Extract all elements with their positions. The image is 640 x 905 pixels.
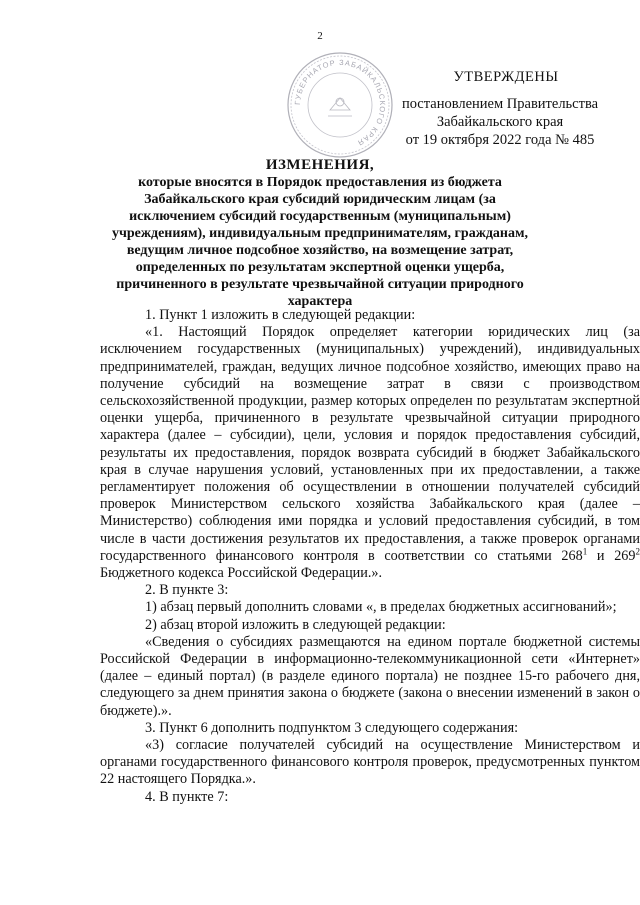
official-seal xyxy=(285,50,395,160)
paragraph-1: 1. Пункт 1 изложить в следующей редакции: xyxy=(145,307,416,323)
heading-subtitle: которые вносятся в Порядок предоставления из бюджета Забайкальского края субсидий юридическим лицам (за исключением субсидий государственным (муниципальным) учреждениям), индивидуальным предпринимателям, гражданам, ведущим личное подсобное хозяйство, на возмещение затрат, определенных по результатам экспертной оценки ущерба, причиненного в результате чрезвычайной ситуации природного характера xyxy=(111,175,529,309)
paragraph-3: 2. В пункте 3: xyxy=(145,582,229,599)
approval-line-1: постановлением Правительства xyxy=(401,96,599,112)
document-heading xyxy=(100,157,540,310)
page-number: 2 xyxy=(317,30,323,42)
superscript-2: 2 xyxy=(635,546,640,557)
paragraph-2 xyxy=(100,324,640,582)
paragraph-4: 1) абзац первый дополнить словами «, в пределах бюджетных ассигнований»; xyxy=(145,599,617,616)
paragraph-2-mid: и 269 xyxy=(587,547,636,564)
heading-title: ИЗМЕНЕНИЯ, xyxy=(265,157,375,173)
svg-text:ГУБЕРНАТОР ЗАБАЙКАЛЬСКОГО КРАЯ: ГУБЕРНАТОР ЗАБАЙКАЛЬСКОГО КРАЯ xyxy=(292,57,388,148)
approval-block xyxy=(380,68,620,149)
paragraph-9: 4. В пункте 7: xyxy=(145,788,229,805)
approval-line-2: Забайкальского края xyxy=(436,114,564,130)
document-body xyxy=(100,307,640,806)
approval-line-3: от 19 октября 2022 года № 485 xyxy=(405,132,595,148)
approval-title: УТВЕРЖДЕНЫ xyxy=(453,69,559,85)
paragraph-2-end: Бюджетного кодекса Российской Федерации.». xyxy=(100,565,383,582)
paragraph-2-text: «1. Настоящий Порядок определяет категории юридических лиц (за исключением государственных (муниципальных) учреждений), индивидуальных предпринимателей, граждан, ведущих личное подсобное хозяйство, имеющих право на получение субсидий на возмещение затрат в связи с производством сельскохозяйственной продукции, размер которых определен по результатам экспертной оценки ущерба, причиненного в результате чрезвычайной ситуации природного характера (далее – субсидии), цели, условия и порядок предоставления субсидий, результаты их предоставления, порядок возврата субсидий в бюджет Забайкальского края в случае нарушения условий, установленных при их предоставлении, а также регламентирует положения об осуществлении в отношении получателей субсидий проверок Министерством сельского хозяйства Забайкальского края (далее – Министерство) соблюдения ими порядка и условий предоставления субсидий, в том числе в части достижения результатов их предоставления, а также проверок органами государственного финансового контроля в соответствии со статьями 268 xyxy=(100,324,640,564)
superscript-1: 1 xyxy=(582,546,588,557)
paragraph-5: 2) абзац второй изложить в следующей редакции: xyxy=(145,616,446,633)
paragraph-7: 3. Пункт 6 дополнить подпунктом 3 следующего содержания: xyxy=(145,719,519,736)
paragraph-8: «3) согласие получателей субсидий на осуществление Министерством и органами государственного финансового контроля проверок, предусмотренных пунктом 22 настоящего Порядка.». xyxy=(100,737,640,788)
paragraph-6: «Сведения о субсидиях размещаются на едином портале бюджетной системы Российской Федерации в информационно-телекоммуникационной сети «Интернет» (далее – единый портал) (в разделе единого портала) не позднее 15-го рабочего дня, следующего за днем принятия закона о бюджете (закона о внесении изменений в закон о бюджете).». xyxy=(100,633,640,719)
